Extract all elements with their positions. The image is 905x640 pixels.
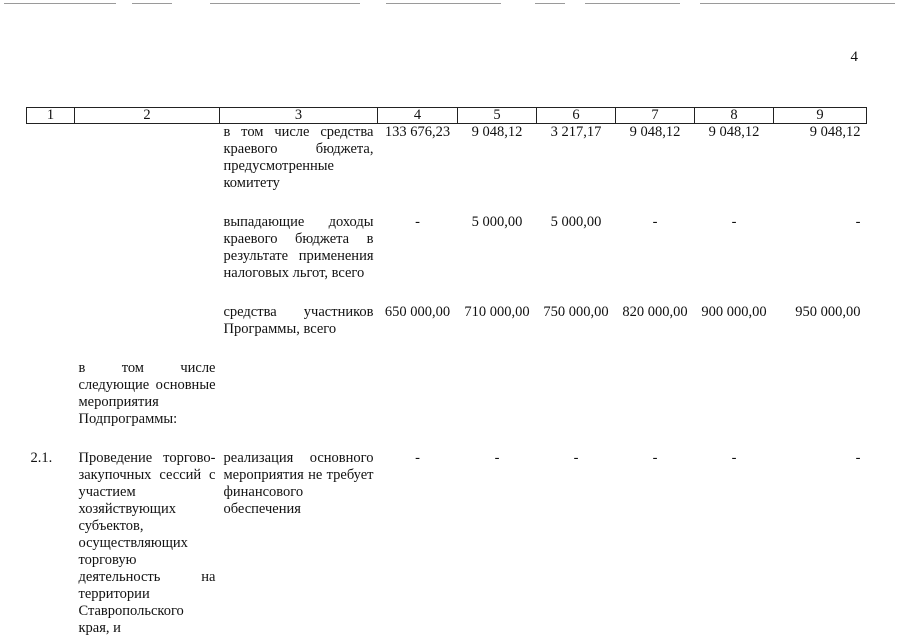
cell-empty — [220, 360, 867, 428]
header-cell-3: 3 — [220, 108, 378, 124]
header-cell-4: 4 — [378, 108, 458, 124]
cell-name: в том числе следующие основные мероприятия Подпрограммы: — [78, 360, 216, 427]
cell-value: 3 217,17 — [550, 124, 602, 140]
cell-name — [75, 214, 220, 282]
cell-value: 5 000,00 — [550, 214, 602, 230]
table-row — [27, 214, 867, 282]
cell-value: 950 000,00 — [795, 304, 861, 320]
cell-value: - — [855, 450, 861, 466]
cell-value: - — [494, 450, 500, 466]
cell-name: Проведение торгово-закупочных сессий с участием хозяйствующих субъектов, осуществляющих торговую деятельность на территории Ставропольского края, и — [78, 450, 216, 636]
cell-value: - — [731, 214, 737, 230]
header-row — [27, 108, 867, 124]
cell-value: 9 048,12 — [471, 124, 523, 140]
page-number: 4 — [850, 49, 858, 65]
cell-value: 710 000,00 — [464, 304, 530, 320]
cell-value: 820 000,00 — [622, 304, 688, 320]
cell-value: - — [415, 214, 420, 230]
cell-source: выпадающие доходы краевого бюджета в результате применения налоговых льгот, всего — [223, 214, 374, 281]
cell-value: - — [855, 214, 861, 230]
header-cell-5: 5 — [458, 108, 537, 124]
cell-index: 2.1. — [30, 450, 53, 466]
cell-index — [27, 214, 75, 282]
cell-value: 9 048,12 — [629, 124, 681, 140]
cell-name — [75, 124, 220, 193]
cell-value: - — [573, 450, 579, 466]
header-cell-1: 1 — [27, 108, 75, 124]
cell-value: - — [731, 450, 737, 466]
header-cell-6: 6 — [537, 108, 616, 124]
cell-source: реализация основного мероприятия не требует финансового обеспечения — [223, 450, 374, 517]
table-row — [27, 304, 867, 338]
scan-artifact-top-edge — [0, 0, 905, 8]
table-row — [27, 360, 867, 428]
cell-value: - — [652, 214, 658, 230]
cell-value: 650 000,00 — [384, 304, 451, 320]
program-financing-table — [26, 107, 867, 637]
cell-index — [27, 124, 75, 193]
cell-value: 9 048,12 — [708, 124, 760, 140]
cell-value: 900 000,00 — [701, 304, 767, 320]
cell-source: в том числе средства краевого бюджета, предусмотренные комитету — [223, 124, 374, 191]
cell-value: - — [415, 450, 420, 466]
cell-name — [75, 304, 220, 338]
cell-value: 750 000,00 — [543, 304, 609, 320]
cell-index — [27, 360, 75, 428]
cell-value: 133 676,23 — [384, 124, 451, 140]
table-row — [27, 450, 867, 637]
cell-value: - — [652, 450, 658, 466]
cell-value: 5 000,00 — [471, 214, 523, 230]
header-cell-8: 8 — [695, 108, 774, 124]
cell-index — [27, 304, 75, 338]
cell-source: средства участников Программы, всего — [223, 304, 374, 337]
header-cell-7: 7 — [616, 108, 695, 124]
table-row — [27, 124, 867, 193]
header-cell-2: 2 — [75, 108, 220, 124]
cell-value: 9 048,12 — [809, 124, 861, 140]
header-cell-9: 9 — [774, 108, 867, 124]
